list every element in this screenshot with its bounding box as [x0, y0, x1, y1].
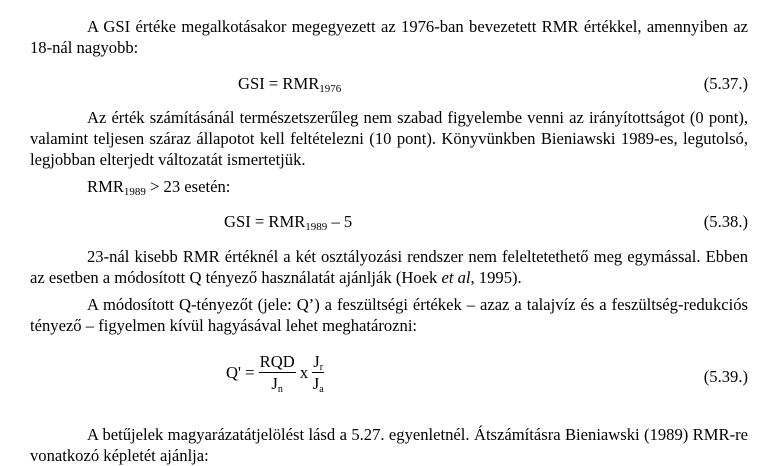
ja-subscript: a: [319, 384, 324, 395]
jr-subscript: r: [319, 362, 324, 373]
fraction-rqd-numerator: RQD: [259, 352, 295, 371]
ja-symbol: J: [312, 374, 320, 393]
equation-5-38-number: (5.38.): [703, 212, 748, 231]
equation-5-38-lhs: GSI = RMR: [224, 212, 306, 231]
fraction-rqd-jn: [259, 352, 296, 393]
equation-5-38-formula: [224, 211, 352, 232]
fraction-ja-denominator: [312, 373, 324, 393]
paragraph-symbols-reference: A betűjelek magyarázatátjelölést lásd a 5.27. egyenletnél. Átszámításra Bieniawski (1989) RMR-re vonatkozó képletét ajánlja:: [30, 425, 748, 465]
jr-symbol: J: [313, 352, 320, 371]
rmr-condition-text: RMR: [87, 177, 124, 196]
equation-5-38-subscript: 1989: [305, 221, 328, 233]
fraction-jn-denominator: [259, 373, 296, 393]
jn-symbol: J: [271, 374, 278, 393]
equation-5-39-formula: [226, 352, 324, 393]
equation-5-39-number: (5.39.): [703, 367, 748, 386]
equation-5-37: [30, 73, 748, 94]
multiplication-sign: x: [299, 363, 309, 382]
rmr-below-23-text: 23-nál kisebb RMR értéknél a két osztályozási rendszer nem feleltetethető meg egymással. Ebben az esetben a módosított Q tényező használatát ajánlják (Hoek: [30, 247, 748, 287]
fraction-jr-ja: [312, 352, 324, 393]
equation-5-39: [30, 352, 748, 402]
paragraph-modified-q: A módosított Q-tényezőt (jele: Q’) a feszültségi értékek – azaz a talajvíz és a feszültség-redukciós tényező – figyelmen kívül hagyásával lehet meghatározni:: [30, 295, 748, 335]
fraction-jr-numerator: [312, 352, 324, 373]
paragraph-gsi-intro: A GSI értéke megalkotásakor megegyezett az 1976-ban bevezetett RMR értékkel, amennyiben az 18-nál nagyobb:: [30, 17, 748, 57]
paragraph-rmr-below-23: [30, 246, 748, 288]
rmr-below-23-italic: et al: [441, 268, 471, 287]
equation-5-38: [30, 211, 748, 232]
paragraph-rmr-calculation: Az érték számításánál természetszerűleg nem szabad figyelembe venni az irányítottságot (0 pont), valamint teljesen száraz állapotot kell feltételezni (10 pont). Könyvünkben Bieniawski 1989-es, legutolsó, legjobban elterjedt változatát ismertetjük.: [30, 108, 748, 169]
rmr-condition-tail: > 23 esetén:: [145, 177, 231, 196]
equation-5-39-lhs: Q' =: [226, 363, 255, 382]
rmr-below-23-tail: , 1995).: [470, 268, 522, 287]
rmr-condition-subscript: 1989: [123, 186, 146, 198]
equation-5-38-tail: – 5: [327, 212, 353, 231]
jn-subscript: n: [277, 384, 283, 395]
document-page: [30, 16, 748, 466]
equation-5-37-number: (5.37.): [703, 74, 748, 93]
paragraph-rmr-condition: [30, 176, 748, 197]
equation-5-37-lhs: GSI = RMR: [238, 74, 320, 93]
equation-5-37-formula: [238, 73, 341, 94]
equation-5-37-subscript: 1976: [319, 83, 342, 95]
